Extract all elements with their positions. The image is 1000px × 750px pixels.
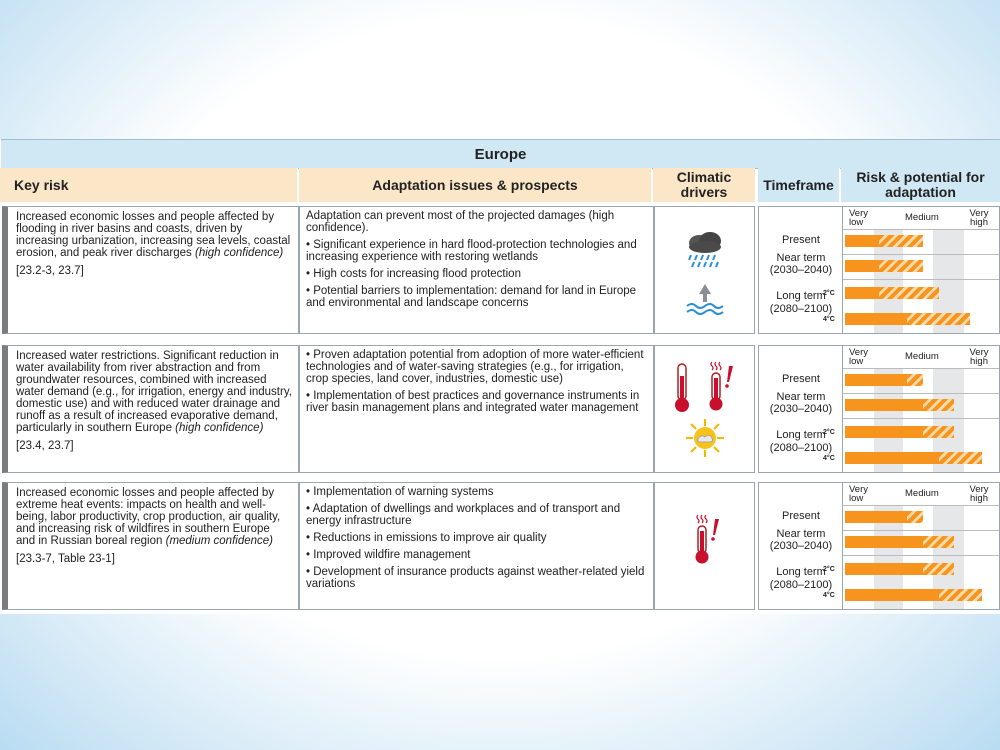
timeframe-long-term: Long term <box>776 429 826 441</box>
risk-scale <box>843 207 1000 229</box>
adaptation-bullet: • Potential barriers to implementation: demand for land in Europe and environmental and landscape concerns <box>306 285 637 309</box>
drying-trend-icon <box>685 418 725 463</box>
risk-bar-potential <box>923 536 954 548</box>
divider <box>843 418 999 419</box>
label-4c: 4°C <box>823 592 835 599</box>
risk-scale <box>843 346 1000 368</box>
scale-very-low: Very low <box>849 208 869 228</box>
label-4c: 4°C <box>823 316 835 323</box>
timeframe-long-term-years: (2080–2100) <box>769 579 833 591</box>
scale-medium: Medium <box>905 351 939 362</box>
divider <box>843 279 999 280</box>
timeframe-present: Present <box>782 234 820 246</box>
risk-bar-present <box>845 511 923 523</box>
risk-row <box>0 206 1000 334</box>
header-risk: Risk & potential for adaptation <box>841 168 1000 202</box>
scale-very-high: Very high <box>969 484 989 504</box>
risk-bar-current <box>845 374 907 386</box>
timeframe-near-term: Near term <box>776 528 826 540</box>
timeframe-cell <box>758 482 842 610</box>
confidence-level: (high confidence) <box>195 247 284 259</box>
adaptation-bullet: • High costs for increasing flood protection <box>306 268 521 280</box>
risk-bar-near <box>845 536 954 548</box>
risk-bar-present <box>845 235 923 247</box>
risk-bar-potential <box>879 235 923 247</box>
divider <box>843 368 999 369</box>
risk-bar-long-4C <box>845 313 970 325</box>
divider <box>843 393 999 394</box>
risk-bar-current <box>845 452 939 464</box>
divider <box>843 530 999 531</box>
timeframe-long-term-years: (2080–2100) <box>769 303 833 315</box>
risk-table <box>0 139 1000 614</box>
risk-row <box>0 345 1000 473</box>
chapter-references: [23.2-3, 23.7] <box>16 265 84 277</box>
scale-medium: Medium <box>905 212 939 223</box>
risk-bar-long-2C <box>845 287 939 299</box>
extreme-precipitation-icon <box>683 229 727 278</box>
risk-row <box>0 482 1000 610</box>
risk-bar-long-4C <box>845 589 982 601</box>
risk-description <box>16 350 292 434</box>
timeframe-near-term-years: (2030–2040) <box>769 540 833 552</box>
timeframe-cell <box>758 345 842 473</box>
risk-text: Increased economic losses and people affected by extreme heat events: impacts on health and well-being, labor productivity, crop production, air quality, and increasing risk of wildfires in southern Europe and in Russian boreal region <box>16 487 281 547</box>
header-drivers: Climatic drivers <box>653 168 755 202</box>
timeframe-near-term-years: (2030–2040) <box>769 403 833 415</box>
label-2c: 2°C <box>823 290 835 297</box>
region-title: Europe <box>1 139 1000 169</box>
confidence-level: (medium confidence) <box>165 535 273 547</box>
key-risk-cell <box>2 206 299 334</box>
divider <box>843 229 999 230</box>
risk-bar-long-2C <box>845 563 954 575</box>
risk-bar-long-4C <box>845 452 982 464</box>
divider <box>843 254 999 255</box>
risk-bar-current <box>845 536 923 548</box>
adaptation-cell <box>299 345 654 473</box>
header-adaptation: Adaptation issues & prospects <box>299 168 652 202</box>
timeframe-long-term: Long term <box>776 290 826 302</box>
extreme-temperature-icon <box>707 360 737 417</box>
risk-bar-potential <box>879 260 923 272</box>
scale-very-high: Very high <box>969 347 989 367</box>
chapter-references: [23.3-7, Table 23-1] <box>16 553 115 565</box>
confidence-level: (high confidence) <box>175 422 264 434</box>
risk-bar-current <box>845 589 939 601</box>
label-2c: 2°C <box>823 429 835 436</box>
label-4c: 4°C <box>823 455 835 462</box>
scale-very-high: Very high <box>969 208 989 228</box>
chapter-references: [23.4, 23.7] <box>16 440 74 452</box>
climatic-drivers-cell <box>654 345 755 473</box>
risk-bar-current <box>845 399 923 411</box>
risk-bar-near <box>845 260 923 272</box>
risk-description <box>16 487 292 547</box>
risk-bar-present <box>845 374 923 386</box>
risk-description <box>16 211 292 259</box>
risk-bar-potential <box>879 287 939 299</box>
risk-level-cell <box>842 482 1000 610</box>
risk-bar-potential <box>907 313 970 325</box>
scale-very-low: Very low <box>849 484 869 504</box>
timeframe-near-term: Near term <box>776 252 826 264</box>
timeframe-present: Present <box>782 510 820 522</box>
scale-medium: Medium <box>905 488 939 499</box>
adaptation-bullet: • Adaptation of dwellings and workplaces and of transport and energy infrastructure <box>306 503 621 527</box>
timeframe-present: Present <box>782 373 820 385</box>
risk-bar-potential <box>907 374 923 386</box>
adaptation-bullet: • Reductions in emissions to improve air quality <box>306 532 547 544</box>
timeframe-long-term: Long term <box>776 566 826 578</box>
timeframe-long-term-years: (2080–2100) <box>769 442 833 454</box>
risk-bar-potential <box>923 399 954 411</box>
risk-scale <box>843 483 1000 505</box>
key-risk-cell <box>2 482 299 610</box>
timeframe-cell <box>758 206 842 334</box>
risk-bar-current <box>845 260 879 272</box>
risk-bar-potential <box>939 589 982 601</box>
climatic-drivers-cell <box>654 482 755 610</box>
header-key-risk: Key risk <box>0 168 298 202</box>
adaptation-cell <box>299 206 654 334</box>
key-risk-cell <box>2 345 299 473</box>
risk-text: Increased water restrictions. Significant reduction in water availability from river abstraction and from groundwater resources, combined with increased water demand (e.g., for irrigation, energy and industry, domestic use) and with reduced water drainage and runoff as a result of increased evaporative demand, particularly in southern Europe <box>16 350 292 434</box>
adaptation-bullet: • Improved wildfire management <box>306 549 471 561</box>
adaptation-bullet: • Implementation of best practices and governance instruments in river basin management plans and integrated water management <box>306 390 640 414</box>
adaptation-bullet: • Proven adaptation potential from adoption of more water-efficient technologies and of water-saving strategies (e.g., for irrigation, crop species, land cover, industries, domestic use) <box>306 349 644 385</box>
risk-bar-current <box>845 426 923 438</box>
scale-very-low: Very low <box>849 347 869 367</box>
adaptation-cell <box>299 482 654 610</box>
risk-bar-current <box>845 235 879 247</box>
risk-bar-current <box>845 511 907 523</box>
adaptation-bullet: • Significant experience in hard flood-protection technologies and increasing experience with restoring wetlands <box>306 239 637 263</box>
risk-level-cell <box>842 345 1000 473</box>
risk-bar-current <box>845 563 923 575</box>
risk-bar-current <box>845 313 907 325</box>
risk-bar-long-2C <box>845 426 954 438</box>
sea-level-icon <box>683 280 727 325</box>
label-2c: 2°C <box>823 566 835 573</box>
risk-bar-current <box>845 287 879 299</box>
divider <box>843 505 999 506</box>
timeframe-near-term-years: (2030–2040) <box>769 264 833 276</box>
warming-trend-icon <box>671 362 693 419</box>
risk-bar-near <box>845 399 954 411</box>
risk-text: Increased economic losses and people affected by flooding in river basins and coasts, driven by increasing urbanization, increasing sea levels, coastal erosion, and peak river discharges <box>16 211 291 259</box>
risk-bar-potential <box>907 511 923 523</box>
adaptation-intro: Adaptation can prevent most of the projected damages (high confidence). <box>306 210 615 234</box>
risk-bar-potential <box>939 452 982 464</box>
extreme-temperature-icon <box>693 513 723 570</box>
adaptation-bullet: • Implementation of warning systems <box>306 486 494 498</box>
adaptation-bullet: • Development of insurance products against weather-related yield variations <box>306 566 645 590</box>
climatic-drivers-cell <box>654 206 755 334</box>
risk-bar-potential <box>923 426 954 438</box>
timeframe-near-term: Near term <box>776 391 826 403</box>
header-timeframe: Timeframe <box>758 168 840 202</box>
risk-level-cell <box>842 206 1000 334</box>
divider <box>843 555 999 556</box>
risk-bar-potential <box>923 563 954 575</box>
